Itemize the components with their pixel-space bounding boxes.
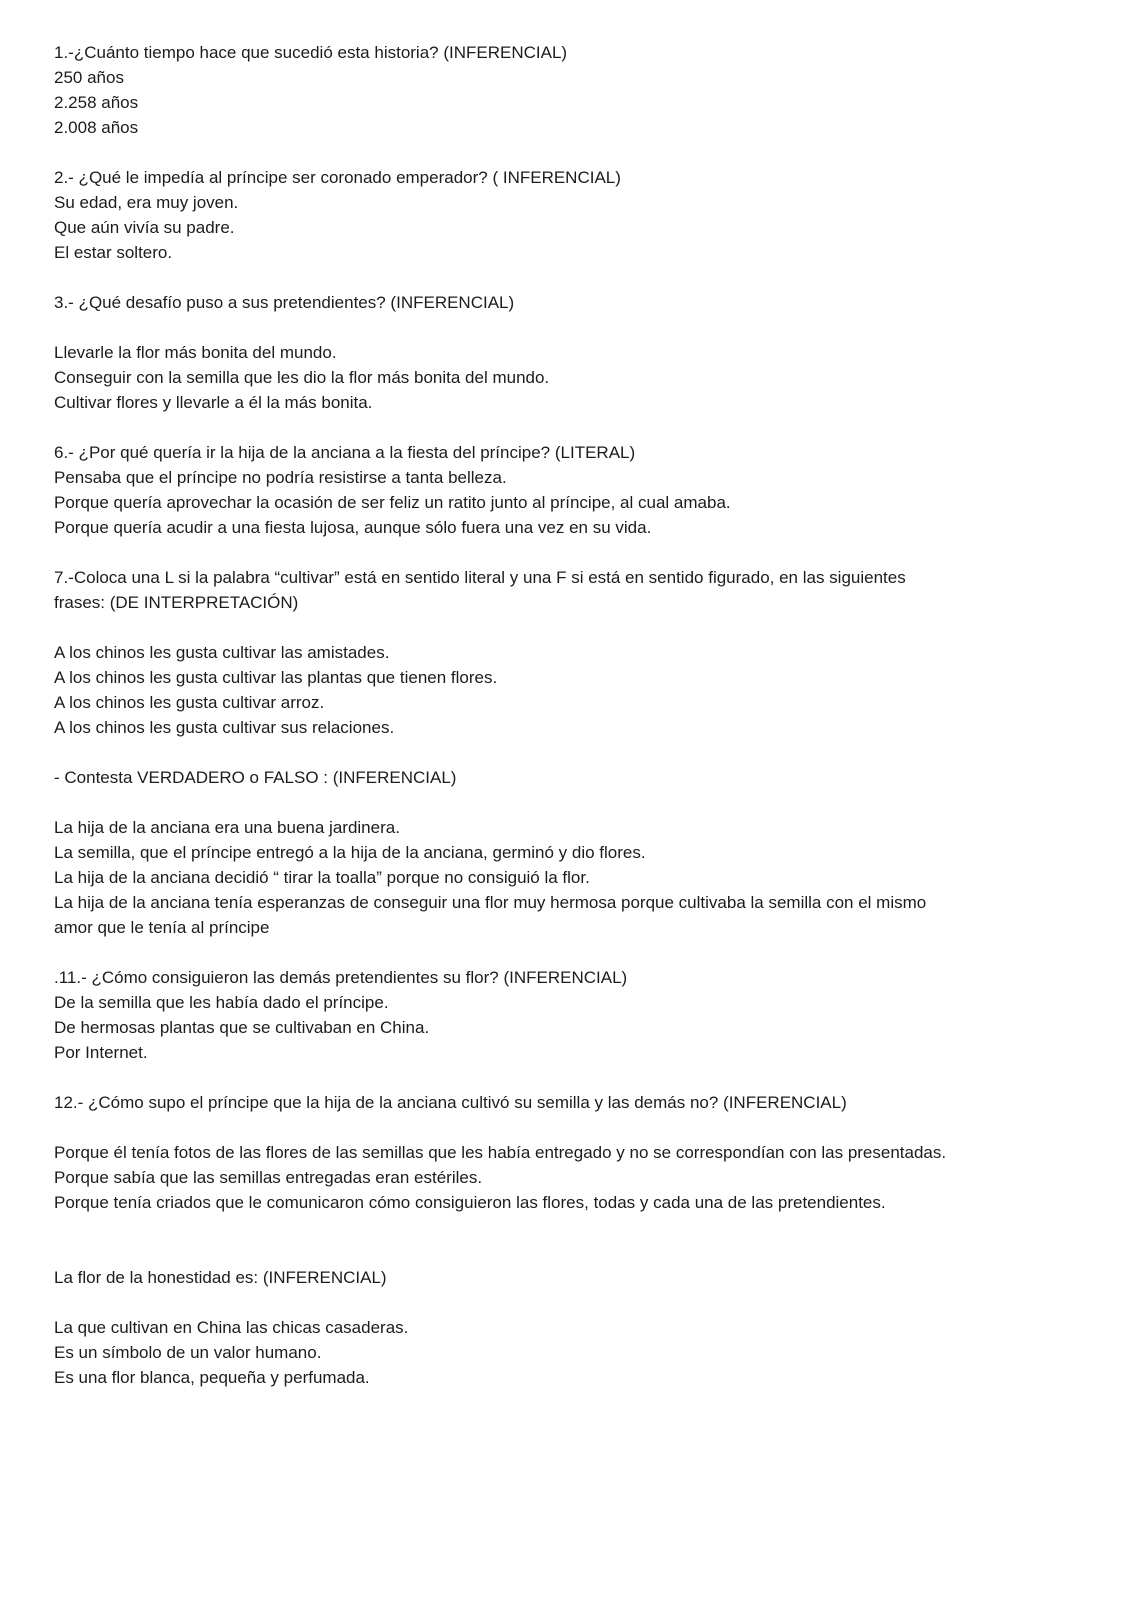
question-12-option-a: Porque él tenía fotos de las flores de las semillas que les había entregado y no se correspondían con las presentadas. — [54, 1143, 947, 1162]
question-6-text: 6.- ¿Por qué quería ir la hija de la anciana a la fiesta del príncipe? (LITERAL) — [54, 443, 636, 462]
question-6-option-c: Porque quería acudir a una fiesta lujosa, aunque sólo fuera una vez en su vida. — [54, 518, 652, 537]
true-false-instruction: - Contesta VERDADERO o FALSO : (INFERENCIAL) — [54, 768, 457, 787]
question-7-text-line-1: 7.-Coloca una L si la palabra “cultivar” está en sentido literal y una F si está en sentido figurado, en las siguientes — [54, 568, 906, 587]
question-12-option-c: Porque tenía criados que le comunicaron cómo consiguieron las flores, todas y cada una de las pretendientes. — [54, 1193, 886, 1212]
question-7-sentence-b: A los chinos les gusta cultivar las plantas que tienen flores. — [54, 668, 498, 687]
question-2-option-b: Que aún vivía su padre. — [54, 218, 235, 237]
question-2-option-c: El estar soltero. — [54, 243, 173, 262]
question-11-text: .11.- ¿Cómo consiguieron las demás pretendientes su flor? (INFERENCIAL) — [54, 968, 628, 987]
question-1-option-c: 2.008 años — [54, 118, 139, 137]
true-false-statement-b: La semilla, que el príncipe entregó a la hija de la anciana, germinó y dio flores. — [54, 843, 646, 862]
honesty-option-a: La que cultivan en China las chicas casaderas. — [54, 1318, 409, 1337]
question-3-text: 3.- ¿Qué desafío puso a sus pretendientes? (INFERENCIAL) — [54, 293, 515, 312]
question-11-option-b: De hermosas plantas que se cultivaban en China. — [54, 1018, 430, 1037]
true-false-statement-c: La hija de la anciana decidió “ tirar la toalla” porque no consiguió la flor. — [54, 868, 590, 887]
question-3-option-a: Llevarle la flor más bonita del mundo. — [54, 343, 337, 362]
question-3-option-b: Conseguir con la semilla que les dio la flor más bonita del mundo. — [54, 368, 550, 387]
honesty-question-text: La flor de la honestidad es: (INFERENCIAL) — [54, 1268, 387, 1287]
question-7-sentence-c: A los chinos les gusta cultivar arroz. — [54, 693, 325, 712]
question-7-sentence-a: A los chinos les gusta cultivar las amistades. — [54, 643, 390, 662]
true-false-statement-d-line-2: amor que le tenía al príncipe — [54, 918, 270, 937]
question-6-option-a: Pensaba que el príncipe no podría resistirse a tanta belleza. — [54, 468, 507, 487]
question-1-option-b: 2.258 años — [54, 93, 139, 112]
question-1-option-a: 250 años — [54, 68, 124, 87]
question-11-option-c: Por Internet. — [54, 1043, 148, 1062]
worksheet-content — [54, 40, 1054, 1390]
true-false-statement-a: La hija de la anciana era una buena jardinera. — [54, 818, 400, 837]
question-12-text: 12.- ¿Cómo supo el príncipe que la hija de la anciana cultivó su semilla y las demás no? (INFERENCIAL) — [54, 1093, 847, 1112]
question-7-sentence-d: A los chinos les gusta cultivar sus relaciones. — [54, 718, 395, 737]
honesty-option-c: Es una flor blanca, pequeña y perfumada. — [54, 1368, 370, 1387]
question-6-option-b: Porque quería aprovechar la ocasión de ser feliz un ratito junto al príncipe, al cual amaba. — [54, 493, 731, 512]
question-12-option-b: Porque sabía que las semillas entregadas eran estériles. — [54, 1168, 483, 1187]
question-3-option-c: Cultivar flores y llevarle a él la más bonita. — [54, 393, 373, 412]
question-1-text: 1.-¿Cuánto tiempo hace que sucedió esta historia? (INFERENCIAL) — [54, 43, 568, 62]
honesty-option-b: Es un símbolo de un valor humano. — [54, 1343, 322, 1362]
question-2-text: 2.- ¿Qué le impedía al príncipe ser coronado emperador? ( INFERENCIAL) — [54, 168, 621, 187]
question-11-option-a: De la semilla que les había dado el príncipe. — [54, 993, 389, 1012]
true-false-statement-d-line-1: La hija de la anciana tenía esperanzas de conseguir una flor muy hermosa porque cultivaba la semilla con el mismo — [54, 893, 927, 912]
question-7-text-line-2: frases: (DE INTERPRETACIÓN) — [54, 593, 299, 612]
question-2-option-a: Su edad, era muy joven. — [54, 193, 239, 212]
